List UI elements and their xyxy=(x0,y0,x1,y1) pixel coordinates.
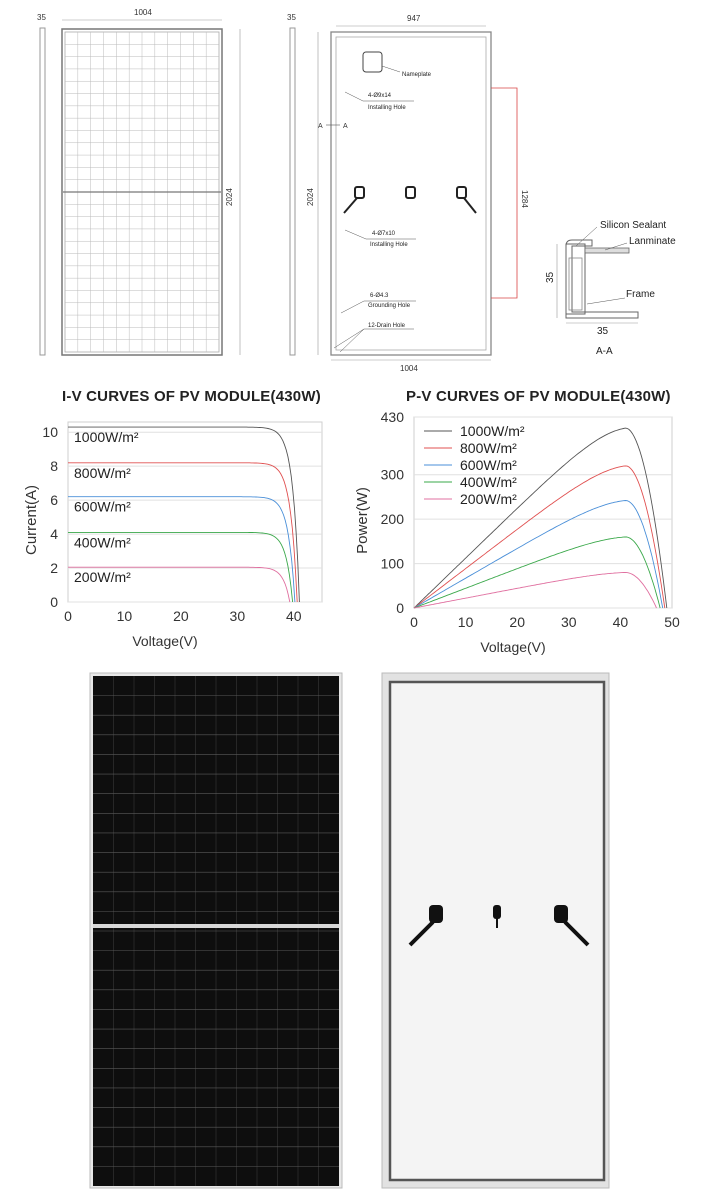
x-tick-label: 40 xyxy=(612,614,629,630)
front-thickness-label: 35 xyxy=(37,13,46,22)
series-line xyxy=(414,573,657,609)
x-tick-label: 30 xyxy=(561,614,577,630)
pv-chart-title: P-V CURVES OF PV MODULE(430W) xyxy=(406,388,671,405)
silicon-sealant-label: Silicon Sealant xyxy=(600,220,667,231)
y-tick-label: 0 xyxy=(50,594,58,610)
x-axis-label: Voltage(V) xyxy=(132,633,198,649)
series-label: 800W/m² xyxy=(74,464,131,481)
front-view-drawing xyxy=(62,8,240,355)
y-tick-label: 2 xyxy=(50,560,58,577)
back-view-drawing xyxy=(306,14,529,373)
y-tick-label: 6 xyxy=(50,492,58,509)
legend-entry: 600W/m² xyxy=(460,457,517,473)
back-side-profile xyxy=(287,13,296,355)
front-height-label: 2024 xyxy=(225,188,234,206)
x-tick-label: 40 xyxy=(285,608,302,624)
front-width-label: 1004 xyxy=(134,8,152,17)
section-marker-left: A xyxy=(318,123,323,130)
back-height-label: 2024 xyxy=(306,188,315,206)
section-width-label: 35 xyxy=(597,326,609,337)
x-tick-label: 10 xyxy=(116,608,133,624)
grounding-hole-count: 6-Ø4.3 xyxy=(370,293,389,299)
series-label: 1000W/m² xyxy=(74,429,139,446)
y-tick-label: 430 xyxy=(380,409,404,425)
back-width-top-label: 947 xyxy=(407,14,421,23)
y-axis-label: Current(A) xyxy=(23,484,40,556)
pv-chart xyxy=(350,405,702,660)
section-title: A-A xyxy=(596,346,613,357)
legend-entry: 200W/m² xyxy=(460,491,517,507)
frame-label: Frame xyxy=(626,289,655,300)
y-tick-label: 4 xyxy=(50,526,58,543)
series-label: 600W/m² xyxy=(74,498,131,515)
back-thickness-label: 35 xyxy=(287,13,296,22)
back-width-bottom-label: 1004 xyxy=(400,364,418,373)
x-tick-label: 0 xyxy=(64,608,72,624)
section-marker-right: A xyxy=(343,123,348,130)
x-tick-label: 20 xyxy=(509,614,525,630)
y-tick-label: 10 xyxy=(42,424,58,441)
section-height-label: 35 xyxy=(545,271,556,283)
y-tick-label: 300 xyxy=(380,466,404,483)
legend-entry: 800W/m² xyxy=(460,440,517,456)
x-tick-label: 30 xyxy=(229,608,246,624)
x-axis-label: Voltage(V) xyxy=(480,639,546,655)
iv-chart xyxy=(0,405,350,660)
installing-hole-2-label: Installing Hole xyxy=(370,242,408,248)
back-panel-photo xyxy=(382,673,609,1188)
series-label: 400W/m² xyxy=(74,534,131,551)
installing-hole-1-count: 4-Ø9x14 xyxy=(368,93,392,99)
y-tick-label: 100 xyxy=(380,555,404,572)
legend-entry: 1000W/m² xyxy=(460,423,525,439)
frame-cross-section xyxy=(545,220,676,357)
x-tick-label: 20 xyxy=(173,608,189,624)
laminate-label: Lanminate xyxy=(629,236,676,247)
series-line xyxy=(414,428,667,608)
installing-hole-2-count: 4-Ø7x10 xyxy=(372,231,396,237)
hole-spacing-label: 1284 xyxy=(520,190,529,208)
installing-hole-1-label: Installing Hole xyxy=(368,105,406,111)
y-tick-label: 0 xyxy=(396,600,404,616)
y-tick-label: 8 xyxy=(50,458,58,475)
x-tick-label: 10 xyxy=(457,614,474,630)
series-label: 200W/m² xyxy=(74,569,131,586)
module-photos xyxy=(0,660,702,1200)
iv-chart-title: I-V CURVES OF PV MODULE(430W) xyxy=(62,388,321,405)
front-side-profile xyxy=(37,13,46,355)
nameplate-callout: Nameplate xyxy=(402,72,432,78)
y-axis-label: Power(W) xyxy=(354,487,371,554)
y-tick-label: 200 xyxy=(380,511,404,528)
front-panel-photo xyxy=(90,673,342,1188)
grounding-hole-label: Grounding Hole xyxy=(368,303,411,309)
x-tick-label: 50 xyxy=(664,614,680,630)
drain-hole-label: 12-Drain Hole xyxy=(368,323,406,329)
legend-entry: 400W/m² xyxy=(460,474,517,490)
plot-area xyxy=(414,417,672,608)
series-line xyxy=(414,501,663,609)
technical-drawings xyxy=(0,0,702,375)
x-tick-label: 0 xyxy=(410,614,418,630)
